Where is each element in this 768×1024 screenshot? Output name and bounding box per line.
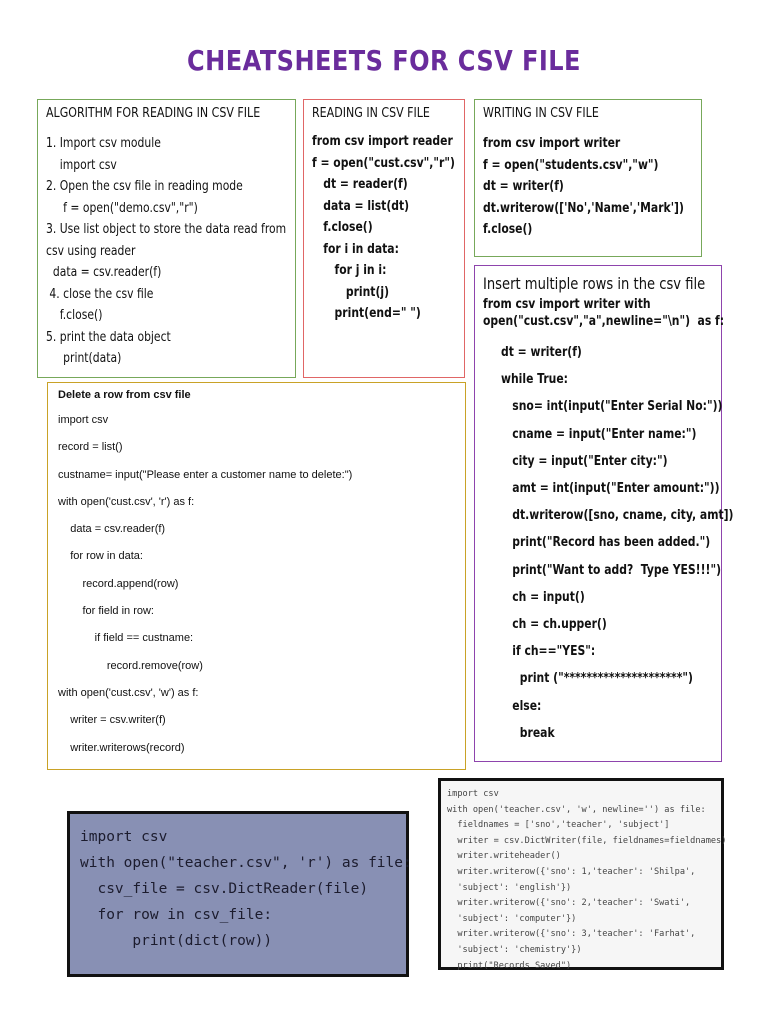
dictreader-code-line: with open("teacher.csv", 'r') as file: (80, 855, 412, 871)
dictwriter-code-line: writer = csv.DictWriter(file, fieldnames=fieldnames) (447, 835, 727, 846)
algorithm-line: 5. print the data object (46, 328, 171, 345)
insert-code-line: city = input("Enter city:") (501, 452, 668, 469)
dictwriter-code-line: print("Records Saved") (447, 960, 572, 971)
algorithm-line: 1. Import csv module (46, 135, 161, 151)
insert-code-line: ch = ch.upper() (501, 616, 607, 633)
dictwriter-code-line: writer.writerow({'sno': 3,'teacher': 'Farhat', (447, 929, 696, 940)
insert-code-line: ch = input() (501, 588, 585, 605)
writing-lines (483, 133, 701, 241)
delete-code-line: with open('cust.csv', 'w') as f: (58, 686, 199, 699)
insert-code-line: while True: (501, 371, 568, 388)
insert-code-line: cname = input("Enter name:") (501, 425, 697, 442)
insert-open-line: open("cust.csv","a",newline="\n") as f: (483, 313, 725, 329)
insert-code-line: amt = int(input("Enter amount:")) (501, 480, 720, 497)
insert-open-lines (483, 296, 725, 330)
algorithm-line: f = open("demo.csv","r") (46, 199, 198, 216)
algorithm-lines (46, 133, 295, 370)
reading-code-line: data = list(dt) (312, 197, 410, 214)
writing-code-line: dt = writer(f) (483, 178, 564, 194)
insert-code-line: if ch=="YES": (501, 643, 596, 660)
algorithm-line: f.close() (46, 307, 103, 323)
delete-heading: Delete a row from csv file (58, 389, 191, 401)
insert-open-line: from csv import writer with (483, 296, 651, 312)
algorithm-line: 3. Use list object to store the data read from (46, 221, 287, 237)
reading-code-line: print(end=" ") (312, 305, 421, 321)
insert-code-line: break (501, 724, 555, 741)
dictwriter-code-line: fieldnames = ['sno','teacher', 'subject'] (447, 820, 670, 831)
writing-code-line: f = open("students.csv","w") (483, 156, 659, 173)
writing-code-line: f.close() (483, 221, 533, 237)
dictwriter-code-line: writer.writerow({'sno': 2,'teacher': 'Swati', (447, 898, 691, 909)
insert-code-line: print("Record has been added.") (501, 534, 711, 551)
insert-code-line: dt.writerow([sno, cname, city, amt]) (501, 507, 734, 524)
dictreader-code-line: csv_file = csv.DictReader(file) (80, 881, 369, 897)
delete-row-box (47, 382, 466, 770)
algorithm-line: 4. close the csv file (46, 285, 154, 302)
dictwriter-code-line: import csv (447, 789, 499, 799)
reading-code-line: from csv import reader (312, 133, 453, 149)
dictwriter-code-line: 'subject': 'computer'}) (447, 913, 577, 924)
delete-code-line: record.append(row) (58, 577, 179, 590)
reading-code-line: f = open("cust.csv","r") (312, 154, 455, 171)
delete-code-line: writer.writerows(record) (58, 741, 185, 754)
delete-lines (58, 407, 465, 762)
reading-code-line: for i in data: (312, 240, 399, 257)
reading-code-line: f.close() (312, 219, 373, 235)
insert-code-line: print("Want to add? Type YES!!!") (501, 561, 722, 578)
dictwriter-code-line: 'subject': 'english'}) (447, 882, 572, 893)
delete-code-line: custname= input("Please enter a customer name to delete:") (58, 468, 353, 481)
delete-code-line: for row in data: (58, 550, 143, 563)
reading-code-line: dt = reader(f) (312, 176, 408, 192)
delete-code-line: data = csv.reader(f) (58, 523, 166, 536)
delete-code-line: record.remove(row) (58, 659, 203, 672)
dictwriter-code-line: 'subject': 'chemistry'}) (447, 944, 582, 955)
dictwriter-code-line: writer.writeheader() (447, 851, 561, 862)
writing-box (474, 99, 702, 257)
dictreader-code-line: print(dict(row)) (80, 933, 273, 949)
dictreader-code-line: import csv (80, 829, 168, 845)
writing-code-line: from csv import writer (483, 135, 621, 151)
dictreader-code-line: for row in csv_file: (80, 907, 273, 923)
reading-box (303, 99, 465, 378)
insert-code-line: sno= int(input("Enter Serial No:")) (501, 398, 723, 415)
insert-body-lines (483, 339, 734, 747)
algorithm-line: 2. Open the csv file in reading mode (46, 178, 243, 194)
reading-code-line: for j in i: (312, 262, 387, 278)
writing-code-line: dt.writerow(['No','Name','Mark']) (483, 199, 684, 216)
reading-code-line: print(j) (312, 283, 390, 300)
reading-lines (312, 131, 464, 325)
insert-heading: Insert multiple rows in the csv file (483, 274, 706, 293)
insert-code-line: else: (501, 697, 542, 714)
algorithm-line: print(data) (46, 350, 122, 366)
insert-code-line: print ("*********************") (501, 670, 693, 687)
delete-code-line: record = list() (58, 441, 123, 454)
insert-rows-box (474, 265, 734, 762)
page-title: CHEATSHEETS FOR CSV FILE (187, 44, 581, 77)
delete-code-line: for field in row: (58, 605, 154, 618)
delete-code-line: with open('cust.csv', 'r') as f: (58, 495, 195, 508)
dictwriter-code-image (438, 778, 727, 971)
reading-heading: READING IN CSV FILE (312, 106, 430, 121)
dictwriter-lines (447, 787, 727, 974)
delete-code-line: writer = csv.writer(f) (58, 714, 166, 727)
algorithm-heading: ALGORITHM FOR READING IN CSV FILE (46, 106, 261, 121)
writing-heading: WRITING IN CSV FILE (483, 106, 599, 121)
delete-code-line: import csv (58, 414, 109, 426)
delete-code-line: if field == custname: (58, 632, 194, 645)
dictreader-code-image (67, 811, 412, 977)
algorithm-line: import csv (46, 156, 117, 173)
algorithm-line: csv using reader (46, 242, 136, 259)
dictreader-lines (80, 824, 412, 954)
algorithm-box (37, 99, 296, 378)
dictwriter-code-line: writer.writerow({'sno': 1,'teacher': 'Shilpa', (447, 866, 696, 877)
algorithm-line: data = csv.reader(f) (46, 264, 162, 280)
insert-code-line: dt = writer(f) (501, 344, 582, 360)
dictwriter-code-line: with open('teacher.csv', 'w', newline='') as file: (447, 804, 706, 815)
